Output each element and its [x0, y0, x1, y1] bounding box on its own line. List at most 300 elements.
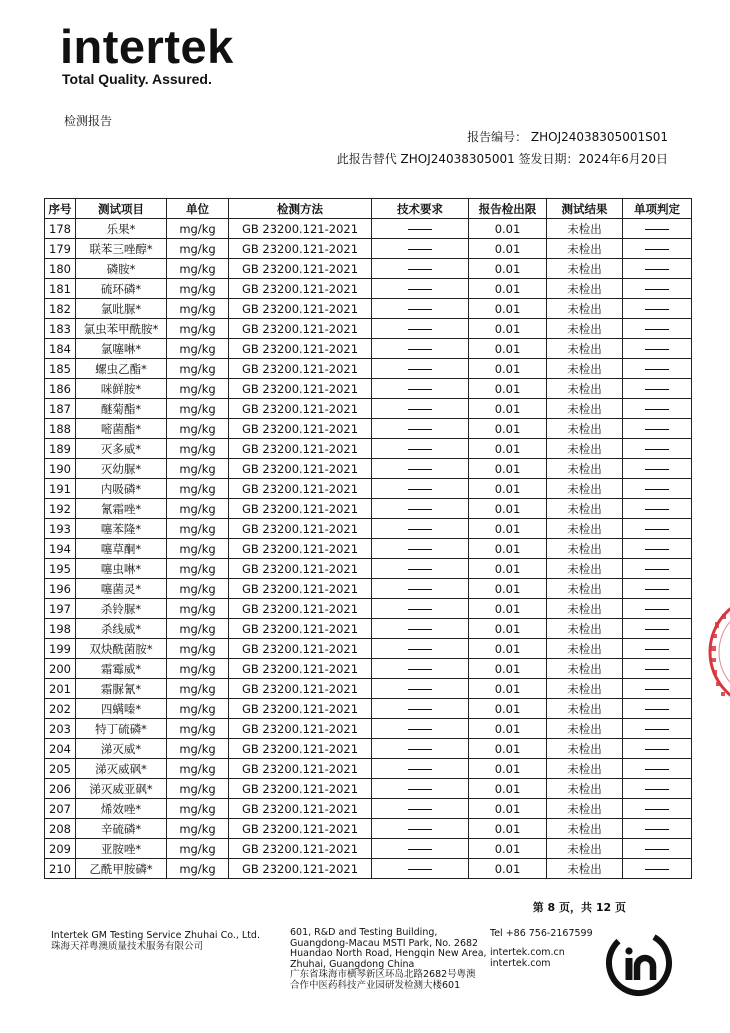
- dash-mark: [645, 389, 669, 390]
- cell-limit: 0.01: [469, 279, 547, 299]
- cell-result: 未检出: [547, 239, 623, 259]
- cell-method: GB 23200.121-2021: [229, 279, 372, 299]
- cell-verdict: [623, 299, 692, 319]
- cell-verdict: [623, 439, 692, 459]
- cell-requirement: [372, 419, 469, 439]
- cell-no: 187: [45, 399, 76, 419]
- intertek-in-icon: [604, 928, 674, 1002]
- cell-result: 未检出: [547, 599, 623, 619]
- footer-contact: [490, 928, 593, 969]
- cell-item: 噻苯隆*: [76, 519, 167, 539]
- cell-requirement: [372, 259, 469, 279]
- cell-item: 霜霉威*: [76, 659, 167, 679]
- cell-no: 202: [45, 699, 76, 719]
- company-name-en: Intertek GM Testing Service Zhuhai Co., Ltd.: [51, 930, 260, 941]
- table-row: [45, 779, 692, 799]
- cell-limit: 0.01: [469, 419, 547, 439]
- cell-requirement: [372, 779, 469, 799]
- dash-mark: [408, 529, 432, 530]
- dash-mark: [645, 649, 669, 650]
- dash-mark: [645, 729, 669, 730]
- cell-verdict: [623, 499, 692, 519]
- dash-mark: [645, 369, 669, 370]
- cell-no: 197: [45, 599, 76, 619]
- dash-mark: [645, 429, 669, 430]
- cell-unit: mg/kg: [167, 419, 229, 439]
- cell-no: 190: [45, 459, 76, 479]
- cell-requirement: [372, 339, 469, 359]
- table-row: [45, 359, 692, 379]
- table-row: [45, 479, 692, 499]
- cell-requirement: [372, 519, 469, 539]
- cell-limit: 0.01: [469, 239, 547, 259]
- cell-no: 189: [45, 439, 76, 459]
- dash-mark: [408, 849, 432, 850]
- cell-item: 咪鲜胺*: [76, 379, 167, 399]
- table-row: [45, 739, 692, 759]
- cell-method: GB 23200.121-2021: [229, 819, 372, 839]
- cell-verdict: [623, 619, 692, 639]
- cell-unit: mg/kg: [167, 359, 229, 379]
- cell-method: GB 23200.121-2021: [229, 599, 372, 619]
- cell-result: 未检出: [547, 359, 623, 379]
- cell-unit: mg/kg: [167, 299, 229, 319]
- cell-item: 氯噻啉*: [76, 339, 167, 359]
- dash-mark: [408, 449, 432, 450]
- cell-unit: mg/kg: [167, 279, 229, 299]
- cell-item: 霜脲氰*: [76, 679, 167, 699]
- cell-limit: 0.01: [469, 439, 547, 459]
- cell-verdict: [623, 819, 692, 839]
- table-header-row: [45, 199, 692, 219]
- cell-item: 亚胺唑*: [76, 839, 167, 859]
- dash-mark: [408, 589, 432, 590]
- dash-mark: [408, 369, 432, 370]
- cell-result: 未检出: [547, 719, 623, 739]
- dash-mark: [408, 249, 432, 250]
- cell-requirement: [372, 859, 469, 879]
- cell-requirement: [372, 219, 469, 239]
- table-row: [45, 599, 692, 619]
- address-line: 合作中医药科技产业园研发检测大楼601: [290, 979, 461, 991]
- dash-mark: [408, 569, 432, 570]
- cell-unit: mg/kg: [167, 839, 229, 859]
- cell-result: 未检出: [547, 519, 623, 539]
- cell-result: 未检出: [547, 539, 623, 559]
- cell-no: 179: [45, 239, 76, 259]
- dash-mark: [645, 689, 669, 690]
- table-row: [45, 319, 692, 339]
- cell-item: 醚菊酯*: [76, 399, 167, 419]
- cell-no: 185: [45, 359, 76, 379]
- cell-result: 未检出: [547, 339, 623, 359]
- table-row: [45, 339, 692, 359]
- cell-unit: mg/kg: [167, 519, 229, 539]
- dash-mark: [645, 769, 669, 770]
- table-row: [45, 459, 692, 479]
- cell-method: GB 23200.121-2021: [229, 559, 372, 579]
- cell-result: 未检出: [547, 479, 623, 499]
- cell-result: 未检出: [547, 379, 623, 399]
- cell-limit: 0.01: [469, 779, 547, 799]
- cell-no: 181: [45, 279, 76, 299]
- dash-mark: [645, 489, 669, 490]
- cell-limit: 0.01: [469, 819, 547, 839]
- cell-item: 嘧菌酯*: [76, 419, 167, 439]
- cell-method: GB 23200.121-2021: [229, 299, 372, 319]
- table-row: [45, 579, 692, 599]
- dash-mark: [645, 329, 669, 330]
- cell-no: 207: [45, 799, 76, 819]
- dash-mark: [408, 229, 432, 230]
- table-row: [45, 439, 692, 459]
- cell-method: GB 23200.121-2021: [229, 319, 372, 339]
- table-row: [45, 399, 692, 419]
- cell-result: 未检出: [547, 499, 623, 519]
- cell-verdict: [623, 639, 692, 659]
- cell-requirement: [372, 459, 469, 479]
- cell-requirement: [372, 479, 469, 499]
- cell-item: 氰霜唑*: [76, 499, 167, 519]
- cell-limit: 0.01: [469, 539, 547, 559]
- cell-verdict: [623, 359, 692, 379]
- table-row: [45, 679, 692, 699]
- col-header-limit: 报告检出限: [469, 199, 547, 219]
- cell-limit: 0.01: [469, 699, 547, 719]
- cell-result: 未检出: [547, 839, 623, 859]
- cell-requirement: [372, 379, 469, 399]
- cell-method: GB 23200.121-2021: [229, 419, 372, 439]
- cell-requirement: [372, 319, 469, 339]
- table-row: [45, 519, 692, 539]
- cell-result: 未检出: [547, 219, 623, 239]
- cell-item: 乙酰甲胺磷*: [76, 859, 167, 879]
- cell-verdict: [623, 259, 692, 279]
- cell-result: 未检出: [547, 279, 623, 299]
- table-row: [45, 639, 692, 659]
- cell-no: 184: [45, 339, 76, 359]
- cell-item: 杀线威*: [76, 619, 167, 639]
- cell-verdict: [623, 239, 692, 259]
- col-header-unit: 单位: [167, 199, 229, 219]
- cell-item: 螺虫乙酯*: [76, 359, 167, 379]
- cell-requirement: [372, 579, 469, 599]
- table-row: [45, 279, 692, 299]
- cell-method: GB 23200.121-2021: [229, 739, 372, 759]
- cell-no: 193: [45, 519, 76, 539]
- test-results-table: [44, 198, 692, 879]
- cell-result: 未检出: [547, 299, 623, 319]
- cell-requirement: [372, 399, 469, 419]
- dash-mark: [645, 629, 669, 630]
- cell-requirement: [372, 559, 469, 579]
- cell-method: GB 23200.121-2021: [229, 359, 372, 379]
- dash-mark: [645, 669, 669, 670]
- cell-unit: mg/kg: [167, 259, 229, 279]
- cell-method: GB 23200.121-2021: [229, 759, 372, 779]
- cell-result: 未检出: [547, 619, 623, 639]
- cell-verdict: [623, 779, 692, 799]
- logo-wordmark: intertek: [60, 20, 234, 73]
- dash-mark: [408, 549, 432, 550]
- cell-no: 208: [45, 819, 76, 839]
- cell-requirement: [372, 659, 469, 679]
- cell-no: 191: [45, 479, 76, 499]
- address-line: 广东省珠海市横琴新区环岛北路2682号粤澳: [290, 969, 476, 980]
- cell-no: 178: [45, 219, 76, 239]
- cell-result: 未检出: [547, 319, 623, 339]
- dash-mark: [645, 349, 669, 350]
- cell-limit: 0.01: [469, 639, 547, 659]
- table-row: [45, 839, 692, 859]
- cell-unit: mg/kg: [167, 679, 229, 699]
- cell-result: 未检出: [547, 679, 623, 699]
- cell-unit: mg/kg: [167, 799, 229, 819]
- table-row: [45, 819, 692, 839]
- dash-mark: [408, 689, 432, 690]
- table-row: [45, 619, 692, 639]
- cell-method: GB 23200.121-2021: [229, 439, 372, 459]
- cell-limit: 0.01: [469, 599, 547, 619]
- table-row: [45, 539, 692, 559]
- cell-no: 206: [45, 779, 76, 799]
- cell-item: 灭幼脲*: [76, 459, 167, 479]
- website-cn-link[interactable]: intertek.com.cn: [490, 947, 565, 958]
- cell-unit: mg/kg: [167, 859, 229, 879]
- cell-result: 未检出: [547, 559, 623, 579]
- cell-unit: mg/kg: [167, 479, 229, 499]
- cell-result: 未检出: [547, 579, 623, 599]
- cell-verdict: [623, 219, 692, 239]
- cell-unit: mg/kg: [167, 459, 229, 479]
- cell-requirement: [372, 719, 469, 739]
- cell-verdict: [623, 479, 692, 499]
- table-row: [45, 759, 692, 779]
- cell-verdict: [623, 699, 692, 719]
- cell-verdict: [623, 799, 692, 819]
- address-line: Guangdong-Macau MSTI Park, No. 2682: [290, 937, 479, 949]
- dash-mark: [408, 629, 432, 630]
- dash-mark: [408, 409, 432, 410]
- cell-method: GB 23200.121-2021: [229, 239, 372, 259]
- cell-no: 205: [45, 759, 76, 779]
- cell-item: 硫环磷*: [76, 279, 167, 299]
- cell-limit: 0.01: [469, 339, 547, 359]
- cell-requirement: [372, 599, 469, 619]
- company-name-cn: 珠海天祥粤澳质量技术服务有限公司: [51, 941, 204, 952]
- website-link[interactable]: intertek.com: [490, 958, 551, 969]
- cell-limit: 0.01: [469, 679, 547, 699]
- cell-item: 灭多威*: [76, 439, 167, 459]
- dash-mark: [645, 809, 669, 810]
- cell-unit: mg/kg: [167, 579, 229, 599]
- cell-unit: mg/kg: [167, 619, 229, 639]
- dash-mark: [645, 309, 669, 310]
- cell-unit: mg/kg: [167, 819, 229, 839]
- document-type: 检测报告: [64, 114, 113, 128]
- cell-limit: 0.01: [469, 799, 547, 819]
- replacement-issue-date: 此报告替代 ZHOJ24038305001 签发日期：2024年6月20日: [336, 152, 668, 166]
- cell-method: GB 23200.121-2021: [229, 519, 372, 539]
- cell-unit: mg/kg: [167, 739, 229, 759]
- dash-mark: [408, 809, 432, 810]
- inspection-seal-stamp: [704, 592, 730, 716]
- cell-verdict: [623, 519, 692, 539]
- dash-mark: [408, 769, 432, 770]
- cell-result: 未检出: [547, 439, 623, 459]
- dash-mark: [408, 349, 432, 350]
- cell-no: 182: [45, 299, 76, 319]
- table-row: [45, 259, 692, 279]
- address-line: Huandao North Road, Hengqin New Area,: [290, 948, 487, 959]
- cell-item: 四螨嗪*: [76, 699, 167, 719]
- cell-item: 涕灭威砜*: [76, 759, 167, 779]
- dash-mark: [408, 729, 432, 730]
- cell-verdict: [623, 659, 692, 679]
- cell-requirement: [372, 499, 469, 519]
- cell-limit: 0.01: [469, 319, 547, 339]
- cell-verdict: [623, 719, 692, 739]
- dash-mark: [408, 289, 432, 290]
- cell-requirement: [372, 839, 469, 859]
- dash-mark: [408, 609, 432, 610]
- cell-method: GB 23200.121-2021: [229, 339, 372, 359]
- cell-no: 188: [45, 419, 76, 439]
- cell-limit: 0.01: [469, 459, 547, 479]
- cell-method: GB 23200.121-2021: [229, 719, 372, 739]
- cell-verdict: [623, 339, 692, 359]
- cell-requirement: [372, 239, 469, 259]
- telephone: Tel +86 756-2167599: [490, 928, 593, 939]
- dash-mark: [645, 829, 669, 830]
- cell-result: 未检出: [547, 779, 623, 799]
- cell-item: 内吸磷*: [76, 479, 167, 499]
- cell-item: 涕灭威*: [76, 739, 167, 759]
- cell-no: 204: [45, 739, 76, 759]
- cell-limit: 0.01: [469, 619, 547, 639]
- table-row: [45, 419, 692, 439]
- cell-verdict: [623, 379, 692, 399]
- cell-method: GB 23200.121-2021: [229, 379, 372, 399]
- cell-result: 未检出: [547, 859, 623, 879]
- col-header-no: 序号: [45, 199, 76, 219]
- cell-item: 磷胺*: [76, 259, 167, 279]
- cell-limit: 0.01: [469, 659, 547, 679]
- cell-verdict: [623, 419, 692, 439]
- cell-unit: mg/kg: [167, 779, 229, 799]
- cell-requirement: [372, 359, 469, 379]
- logo-tagline: Total Quality. Assured.: [62, 71, 212, 87]
- cell-method: GB 23200.121-2021: [229, 579, 372, 599]
- cell-method: GB 23200.121-2021: [229, 459, 372, 479]
- table-row: [45, 499, 692, 519]
- cell-item: 辛硫磷*: [76, 819, 167, 839]
- table-row: [45, 659, 692, 679]
- cell-item: 杀铃脲*: [76, 599, 167, 619]
- cell-result: 未检出: [547, 699, 623, 719]
- col-header-item: 测试项目: [76, 199, 167, 219]
- cell-result: 未检出: [547, 419, 623, 439]
- footer-company: [51, 930, 260, 952]
- cell-limit: 0.01: [469, 499, 547, 519]
- cell-no: 199: [45, 639, 76, 659]
- footer-address: [290, 928, 487, 991]
- cell-result: 未检出: [547, 659, 623, 679]
- cell-method: GB 23200.121-2021: [229, 859, 372, 879]
- dash-mark: [408, 509, 432, 510]
- cell-unit: mg/kg: [167, 239, 229, 259]
- cell-result: 未检出: [547, 459, 623, 479]
- dash-mark: [645, 409, 669, 410]
- cell-unit: mg/kg: [167, 719, 229, 739]
- cell-item: 氯虫苯甲酰胺*: [76, 319, 167, 339]
- cell-requirement: [372, 619, 469, 639]
- dash-mark: [645, 269, 669, 270]
- cell-method: GB 23200.121-2021: [229, 539, 372, 559]
- cell-method: GB 23200.121-2021: [229, 779, 372, 799]
- cell-unit: mg/kg: [167, 599, 229, 619]
- table-row: [45, 299, 692, 319]
- cell-limit: 0.01: [469, 519, 547, 539]
- cell-requirement: [372, 279, 469, 299]
- cell-limit: 0.01: [469, 479, 547, 499]
- cell-result: 未检出: [547, 819, 623, 839]
- cell-item: 噻菌灵*: [76, 579, 167, 599]
- cell-verdict: [623, 279, 692, 299]
- cell-limit: 0.01: [469, 839, 547, 859]
- cell-no: 195: [45, 559, 76, 579]
- dash-mark: [408, 709, 432, 710]
- cell-unit: mg/kg: [167, 439, 229, 459]
- dash-mark: [645, 469, 669, 470]
- cell-item: 噻虫啉*: [76, 559, 167, 579]
- dash-mark: [408, 869, 432, 870]
- cell-limit: 0.01: [469, 719, 547, 739]
- cell-method: GB 23200.121-2021: [229, 499, 372, 519]
- cell-item: 烯效唑*: [76, 799, 167, 819]
- cell-item: 噻草酮*: [76, 539, 167, 559]
- cell-verdict: [623, 579, 692, 599]
- address-line: 601, R&D and Testing Building,: [290, 927, 438, 938]
- dash-mark: [645, 449, 669, 450]
- cell-method: GB 23200.121-2021: [229, 699, 372, 719]
- cell-verdict: [623, 459, 692, 479]
- table-row: [45, 799, 692, 819]
- cell-item: 联苯三唑醇*: [76, 239, 167, 259]
- dash-mark: [645, 589, 669, 590]
- dash-mark: [408, 489, 432, 490]
- dash-mark: [408, 269, 432, 270]
- cell-verdict: [623, 759, 692, 779]
- cell-no: 198: [45, 619, 76, 639]
- table-row: [45, 859, 692, 879]
- table-row: [45, 719, 692, 739]
- cell-result: 未检出: [547, 759, 623, 779]
- cell-requirement: [372, 699, 469, 719]
- col-header-verdict: 单项判定: [623, 199, 692, 219]
- cell-verdict: [623, 599, 692, 619]
- dash-mark: [408, 329, 432, 330]
- cell-method: GB 23200.121-2021: [229, 839, 372, 859]
- cell-limit: 0.01: [469, 399, 547, 419]
- cell-no: 196: [45, 579, 76, 599]
- cell-result: 未检出: [547, 739, 623, 759]
- cell-verdict: [623, 739, 692, 759]
- cell-limit: 0.01: [469, 259, 547, 279]
- dash-mark: [408, 789, 432, 790]
- dash-mark: [645, 569, 669, 570]
- cell-no: 183: [45, 319, 76, 339]
